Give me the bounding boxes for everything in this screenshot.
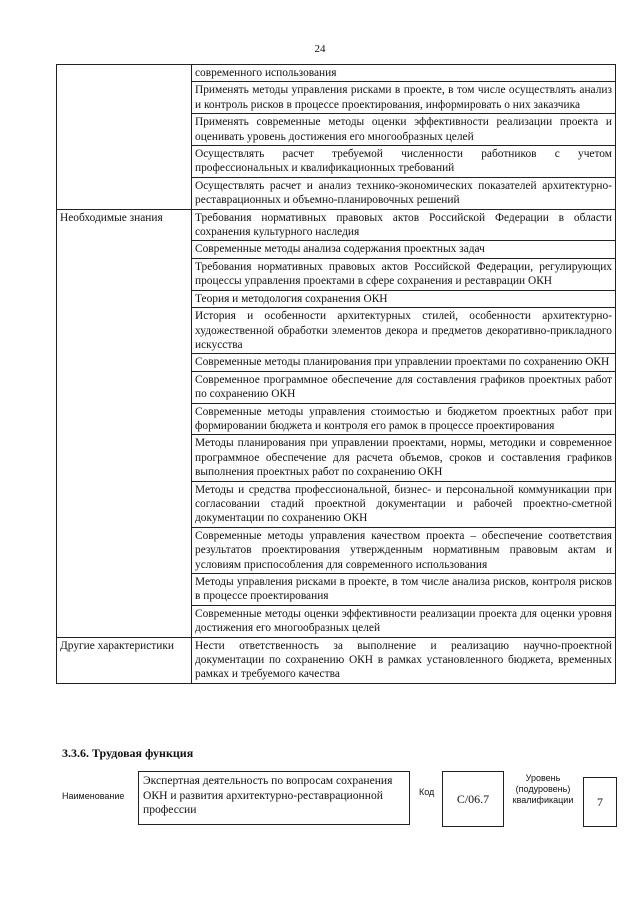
requirement-item: Применять современные методы оценки эффективности реализации проекта и оценивать уровень достижения его многообразных целей [192, 114, 616, 146]
requirement-item: Современные методы оценки эффективности реализации проекта для оценки уровня достижения его многообразных целей [192, 605, 616, 637]
requirement-item: Нести ответственность за выполнение и реализацию научно-проектной документации по сохранению ОКН в рамках установленного бюджета, временных рамках и требуемого качества [192, 637, 616, 683]
requirement-item: современного использования [192, 65, 616, 82]
function-name-box: Экспертная деятельность по вопросам сохранения ОКН и развития архитектурно-реставрационной профессии [138, 771, 410, 825]
requirement-item: Методы и средства профессиональной, бизнес- и персональной коммуникации при согласовании стадий проектной документации и рабочей проектно-сметной документации по сохранению ОКН [192, 481, 616, 527]
requirement-item: Осуществлять расчет и анализ технико-экономических показателей архитектурно-реставрационных и объемно-планировочных решений [192, 177, 616, 209]
requirement-item: Современное программное обеспечение для составления графиков проектных работ по сохранению ОКН [192, 371, 616, 403]
requirement-item: Методы планирования при управлении проектами, нормы, методики и современное программное обеспечение для расчета объемов, сроков и составления графиков выполнения проектных работ по сохранению ОКН [192, 435, 616, 481]
table-row [57, 637, 616, 683]
name-label: Наименование [62, 791, 125, 801]
table-row [57, 209, 616, 241]
requirement-item: Современные методы планирования при управлении проектами по сохранению ОКН [192, 354, 616, 371]
table-row [57, 65, 616, 82]
code-label: Код [419, 787, 435, 797]
requirement-item: Современные методы управления стоимостью и бюджетом проектных работ при формировании бюджета и контроля его рамок в процессе проектирования [192, 403, 616, 435]
function-code-box: C/06.7 [442, 771, 504, 827]
requirement-item: Современные методы анализа содержания проектных задач [192, 241, 616, 258]
section-heading: 3.3.6. Трудовая функция [62, 746, 194, 760]
level-label: Уровень (подуровень) квалификации [512, 773, 574, 805]
row-category-label [57, 65, 192, 210]
requirement-item: Осуществлять расчет требуемой численности работников с учетом профессиональных и квалификационных требований [192, 146, 616, 178]
requirement-item: История и особенности архитектурных стилей, особенности архитектурно-художественной обработки элементов декора и предметов декоративно-прикладного искусства [192, 308, 616, 354]
row-category-label: Необходимые знания [57, 209, 192, 637]
page-number: 24 [314, 43, 326, 55]
requirement-item: Требования нормативных правовых актов Российской Федерации, регулирующих процессы управления проектами в сфере сохранения и реставрации ОКН [192, 258, 616, 290]
requirement-item: Современные методы управления качеством проекта – обеспечение соответствия результатов проектирования утвержденным нормативным правовым актам и условиям приспособления для современного использования [192, 527, 616, 573]
requirement-item: Методы управления рисками в проекте, в том числе анализа рисков, контроля рисков в процессе проектирования [192, 574, 616, 606]
requirements-table [56, 64, 616, 684]
requirement-item: Требования нормативных правовых актов Российской Федерации в области сохранения культурного наследия [192, 209, 616, 241]
qualification-level-box: 7 [583, 777, 617, 827]
requirement-item: Теория и методология сохранения ОКН [192, 290, 616, 307]
requirement-item: Применять методы управления рисками в проекте, в том числе осуществлять анализ и контроль рисков в процессе проектирования, информировать о них заказчика [192, 82, 616, 114]
row-category-label: Другие характеристики [57, 637, 192, 683]
